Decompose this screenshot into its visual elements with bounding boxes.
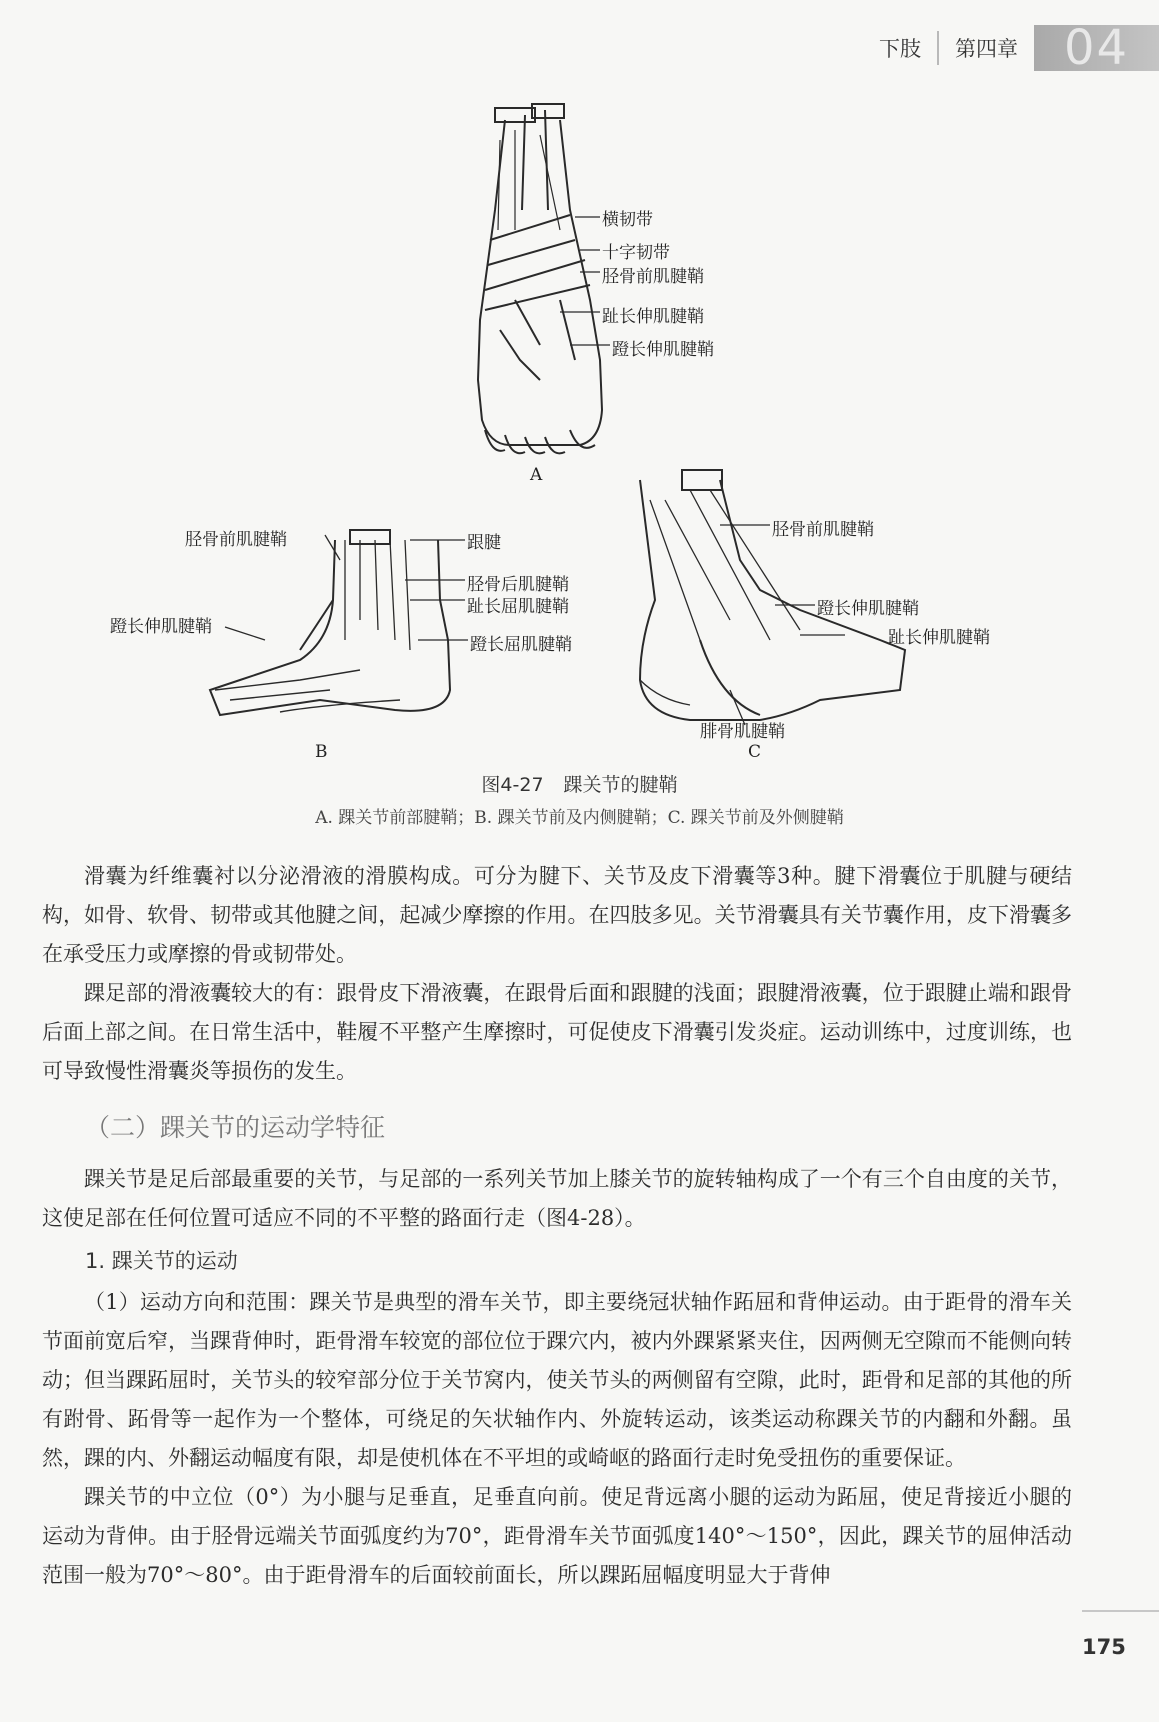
callout-b-right-4: 蹬长屈肌腱鞘 (470, 635, 572, 655)
figure-caption-number: 图4-27 (481, 774, 544, 796)
header-chapter: 第四章 (955, 37, 1018, 61)
page-number: 175 (1082, 1635, 1126, 1659)
paragraph: 踝关节的中立位（0°）为小腿与足垂直，足垂直向前。使足背远离小腿的运动为跖屈，使足背接近小腿的运动为背伸。由于胫骨远端关节面弧度约为70°，距骨滑车关节面弧度140°～150°，因此，踝关节的屈伸活动范围一般为70°～80°。由于距骨滑车的后面较前面长，所以踝跖屈幅度明显大于背伸 (42, 1485, 1072, 1587)
callout-b-right-2: 胫骨后肌腱鞘 (467, 575, 569, 595)
callout-a-4: 趾长伸肌腱鞘 (602, 307, 704, 327)
callout-a-3: 胫骨前肌腱鞘 (602, 267, 704, 287)
callout-b-right-3: 趾长屈肌腱鞘 (467, 597, 569, 617)
figure-subcaption: A. 踝关节前部腱鞘；B. 踝关节前及内侧腱鞘；C. 踝关节前及外侧腱鞘 (315, 808, 844, 828)
paragraph: 踝关节是足后部最重要的关节，与足部的一系列关节加上膝关节的旋转轴构成了一个有三个自由度的关节，这使足部在任何位置可适应不同的不平整的路面行走（图4-28）。 (42, 1167, 1072, 1230)
paragraph: 踝足部的滑液囊较大的有：跟骨皮下滑液囊，在跟骨后面和跟腱的浅面；跟腱滑液囊，位于跟腱止端和跟骨后面上部之间。在日常生活中，鞋履不平整产生摩擦时，可促使皮下滑囊引发炎症。运动训练中，过度训练，也可导致慢性滑囊炎等损伤的发生。 (42, 981, 1072, 1083)
panel-b-drawing (210, 530, 450, 715)
body-block-3 (42, 1283, 1072, 1595)
panel-label-c: C (748, 742, 762, 762)
figure-caption (0, 770, 1159, 797)
ankle-illustration (0, 0, 1159, 830)
subsection-title: 1. 踝关节的运动 (85, 1249, 238, 1273)
body-block-1 (42, 857, 1072, 1091)
callout-a-2: 十字韧带 (602, 243, 670, 263)
paragraph: （1）运动方向和范围：踝关节是典型的滑车关节，即主要绕冠状轴作跖屈和背伸运动。由于距骨的滑车关节面前宽后窄，当踝背伸时，距骨滑车较宽的部位位于踝穴内，被内外踝紧紧夹住，因两侧无空隙而不能侧向转动；但当踝跖屈时，关节头的较窄部分位于关节窝内，使关节头的两侧留有空隙，此时，距骨和足部的其他的所有跗骨、跖骨等一起作为一个整体，可绕足的矢状轴作内、外旋转运动，该类运动称踝关节的内翻和外翻。虽然，踝的内、外翻运动幅度有限，却是使机体在不平坦的或崎岖的路面行走时免受扭伤的重要保证。 (42, 1290, 1072, 1470)
callout-a-1: 横韧带 (602, 210, 653, 230)
callout-c-1: 胫骨前肌腱鞘 (772, 520, 874, 540)
body-block-2 (42, 1160, 1072, 1238)
callout-c-4: 腓骨肌腱鞘 (700, 722, 785, 742)
callout-b-left-1: 胫骨前肌腱鞘 (185, 530, 287, 550)
figure-caption-title: 踝关节的腱鞘 (563, 774, 678, 796)
section-title: （二）踝关节的运动学特征 (85, 1113, 386, 1142)
callout-b-right-1: 跟腱 (467, 533, 501, 553)
header-chapter-number: 04 (1034, 25, 1159, 71)
figure-4-27 (0, 0, 1159, 830)
callout-b-left-2: 蹬长伸肌腱鞘 (110, 617, 212, 637)
panel-label-b: B (315, 742, 328, 762)
header-part: 下肢 (879, 37, 921, 61)
callout-a-5: 蹬长伸肌腱鞘 (612, 340, 714, 360)
panel-a-drawing (478, 104, 602, 453)
footer-rule (1082, 1610, 1159, 1612)
panel-label-a: A (530, 465, 543, 485)
callout-c-2: 蹬长伸肌腱鞘 (817, 599, 919, 619)
callout-c-3: 趾长伸肌腱鞘 (888, 628, 990, 648)
paragraph: 滑囊为纤维囊衬以分泌滑液的滑膜构成。可分为腱下、关节及皮下滑囊等3种。腱下滑囊位于肌腱与硬结构，如骨、软骨、韧带或其他腱之间，起减少摩擦的作用。在四肢多见。关节滑囊具有关节囊作用，皮下滑囊多在承受压力或摩擦的骨或韧带处。 (42, 864, 1072, 966)
